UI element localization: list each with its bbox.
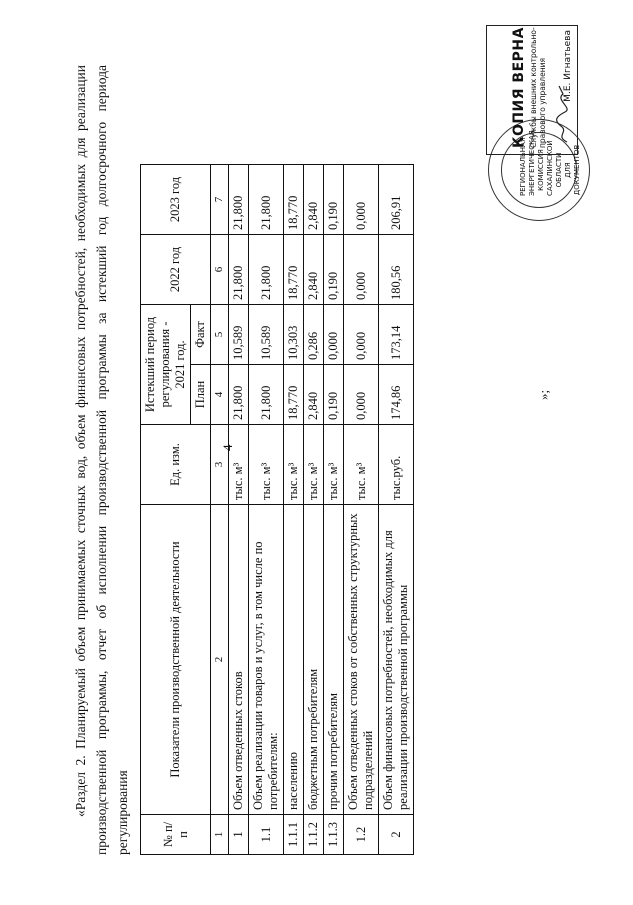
row-name: Объем отведенных стоков <box>229 505 249 815</box>
copy-stamp <box>470 25 620 255</box>
col-number: 2 <box>211 505 229 815</box>
certified-copy-title: КОПИЯ ВЕРНА <box>511 27 527 148</box>
row-name: населению <box>284 505 304 815</box>
col-number: 5 <box>211 305 229 365</box>
certified-copy-box <box>486 25 578 155</box>
col-number: 1 <box>211 815 229 855</box>
col-number: 4 <box>211 365 229 425</box>
row-num: 1.1.1 <box>284 815 304 855</box>
seal-text: РЕГИОНАЛЬНАЯ ЭНЕРГЕТИЧЕСКАЯ КОМИССИЯ САХАЛИНСКОЙ ОБЛАСТИ ДЛЯ ДОКУМЕНТОВ <box>519 130 581 196</box>
row-num: 1.1 <box>249 815 284 855</box>
row-2022: 21,800 <box>249 235 284 305</box>
row-num: 1 <box>229 815 249 855</box>
row-fact: 0,000 <box>344 305 379 365</box>
header-2023: 2023 год <box>141 165 211 235</box>
header-fact: Факт <box>191 305 211 365</box>
intro-paragraph <box>70 65 133 855</box>
row-fact: 10,589 <box>249 305 284 365</box>
header-unit: Ед. изм. <box>141 425 211 505</box>
row-plan: 21,800 <box>229 365 249 425</box>
row-plan: 21,800 <box>249 365 284 425</box>
row-fact: 173,14 <box>379 305 414 365</box>
row-2023: 0,190 <box>324 165 344 235</box>
header-plan: План <box>191 365 211 425</box>
row-2022: 0,000 <box>344 235 379 305</box>
row-2023: 21,800 <box>249 165 284 235</box>
row-2022: 21,800 <box>229 235 249 305</box>
row-fact: 0,286 <box>304 305 324 365</box>
row-fact: 0,000 <box>324 305 344 365</box>
row-unit: тыс.руб. <box>379 425 414 505</box>
row-2023: 21,800 <box>229 165 249 235</box>
closing-quote: »; <box>536 389 551 400</box>
row-2023: 18,770 <box>284 165 304 235</box>
row-name: бюджетным потребителям <box>304 505 324 815</box>
table-row <box>284 165 304 855</box>
intro-text: «Раздел 2. Планируемый объем принимаемых сточных вод, объем финансовых потребностей, необходимых для реализации производственной программы, отчет об исполнении производственной программы за истекший год долгосрочного периода регулирования <box>73 65 130 855</box>
program-table <box>140 164 414 855</box>
header-num: № п/п <box>141 815 211 855</box>
row-fact: 10,303 <box>284 305 304 365</box>
row-unit: тыс. м³ <box>284 425 304 505</box>
row-num: 1.1.3 <box>324 815 344 855</box>
row-unit: тыс. м³ <box>304 425 324 505</box>
row-plan: 18,770 <box>284 365 304 425</box>
row-name: Объем отведенных стоков от собственных структурных подразделений <box>344 505 379 815</box>
table-row <box>379 165 414 855</box>
row-unit: тыс. м³ <box>229 425 249 505</box>
row-num: 1.1.2 <box>304 815 324 855</box>
row-num: 1.2 <box>344 815 379 855</box>
header-indicator: Показатели производственной деятельности <box>141 505 211 815</box>
header-period: Истекший период регулирования - 2021 год. <box>141 305 191 425</box>
table-row <box>229 165 249 855</box>
row-2022: 0,190 <box>324 235 344 305</box>
row-unit: тыс. м³ <box>324 425 344 505</box>
table-header-row <box>141 165 191 855</box>
row-2022: 2,840 <box>304 235 324 305</box>
row-plan: 0,000 <box>344 365 379 425</box>
column-number-row <box>211 165 229 855</box>
row-name: Объем реализации товаров и услуг, в том числе по потребителям: <box>249 505 284 815</box>
row-unit: тыс. м³ <box>344 425 379 505</box>
row-name: Объем финансовых потребностей, необходимых для реализации производственной программы <box>379 505 414 815</box>
row-plan: 2,840 <box>304 365 324 425</box>
row-2022: 18,770 <box>284 235 304 305</box>
row-plan: 174,86 <box>379 365 414 425</box>
header-2022: 2022 год <box>141 235 211 305</box>
col-number: 3 <box>211 425 229 505</box>
row-2023: 2,840 <box>304 165 324 235</box>
row-2023: 206,91 <box>379 165 414 235</box>
col-number: 7 <box>211 165 229 235</box>
table-row <box>249 165 284 855</box>
row-num: 2 <box>379 815 414 855</box>
certified-copy-subtitle: Службы внешних контрольно-правового управления <box>529 27 547 148</box>
certifier-name: М.Е. Игнатьева <box>563 30 573 102</box>
page-number: 4 <box>220 444 235 451</box>
row-name: прочим потребителям <box>324 505 344 815</box>
table-row <box>324 165 344 855</box>
table-row <box>304 165 324 855</box>
row-fact: 10,589 <box>229 305 249 365</box>
col-number: 6 <box>211 235 229 305</box>
row-plan: 0,190 <box>324 365 344 425</box>
row-2023: 0,000 <box>344 165 379 235</box>
row-2022: 180,56 <box>379 235 414 305</box>
table-row <box>344 165 379 855</box>
row-unit: тыс. м³ <box>249 425 284 505</box>
